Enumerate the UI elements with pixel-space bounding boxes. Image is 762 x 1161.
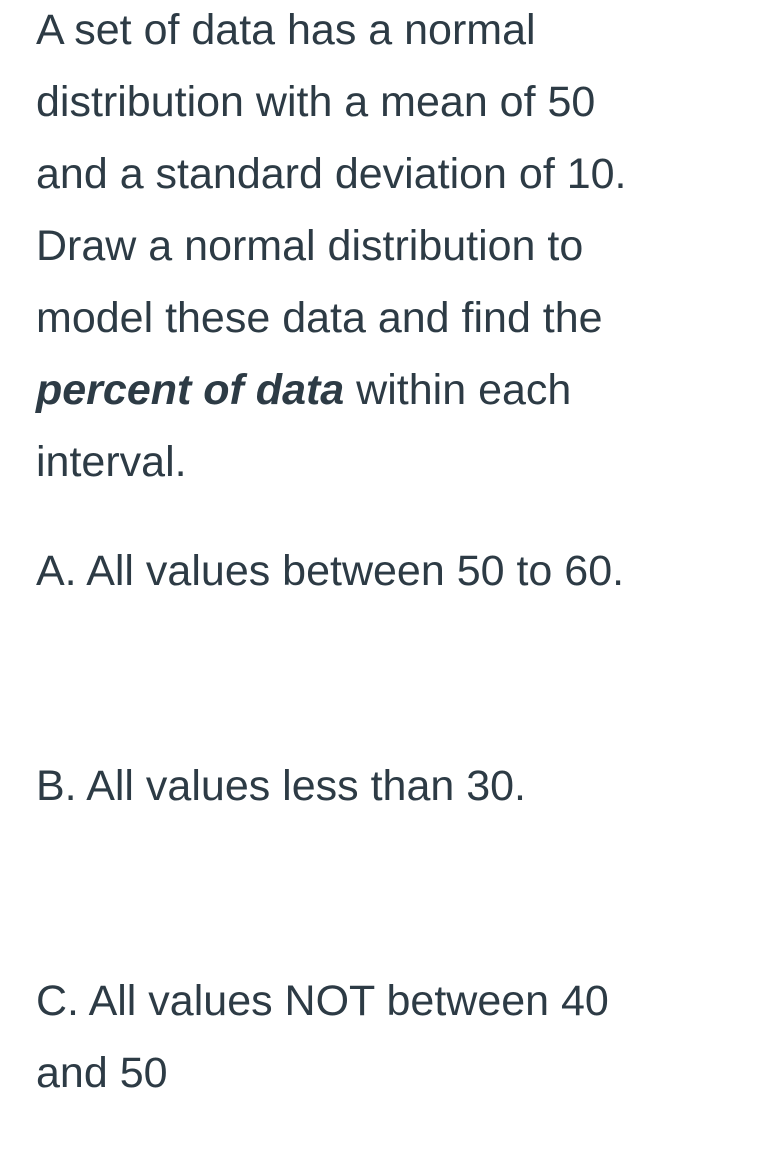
question-line-2: distribution with a mean of 50 bbox=[36, 78, 596, 126]
part-c-line-2: and 50 bbox=[36, 1049, 168, 1097]
emphasis-text: percent of data bbox=[36, 366, 345, 414]
question-line-6-rest: within each bbox=[344, 366, 572, 414]
question-line-6 bbox=[36, 362, 571, 418]
part-b-text: B. All values less than 30. bbox=[36, 762, 527, 810]
question-line-5: model these data and find the bbox=[36, 294, 603, 342]
part-c-line-1: C. All values NOT between 40 bbox=[36, 977, 609, 1025]
part-a-text: A. All values between 50 to 60. bbox=[36, 547, 625, 595]
question-line-3: and a standard deviation of 10. bbox=[36, 150, 627, 198]
question-line-1: A set of data has a normal bbox=[36, 6, 536, 54]
question-line-4: Draw a normal distribution to bbox=[36, 222, 584, 270]
question-line-7: interval. bbox=[36, 438, 187, 486]
